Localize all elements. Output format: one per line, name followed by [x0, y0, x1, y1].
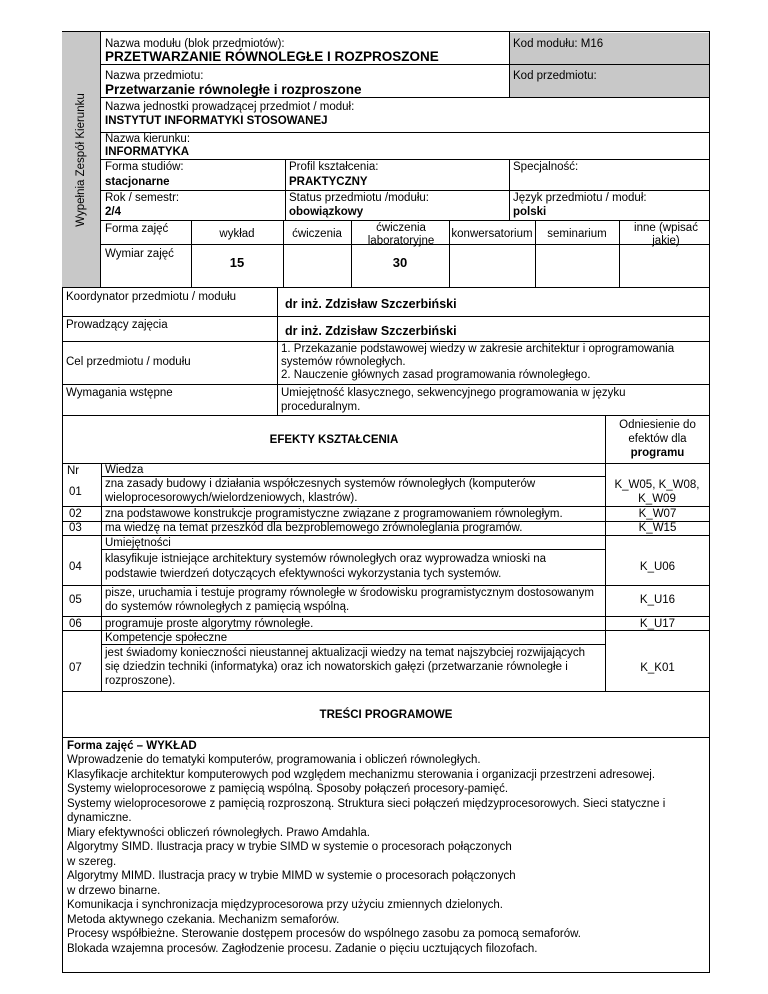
module-code: Kod modułu: M16: [513, 38, 604, 50]
coordinator-value: dr inż. Zdzisław Szczerbiński: [285, 297, 457, 311]
effect-05-line-1: pisze, uruchamia i testuje programy równoległe w środowisku programistycznym dostosowanym: [105, 587, 594, 599]
effect-nr-02: 02: [69, 508, 82, 520]
effect-01-ref: K_W05, K_W08, K_W09: [614, 479, 700, 505]
effects-section-knowledge: Wiedza: [105, 464, 144, 476]
sidebar-vertical-label: [62, 32, 101, 287]
unit-value: INSTYTUT INFORMATYKI STOSOWANEJ: [105, 115, 328, 127]
nr-header: Nr: [67, 465, 80, 477]
year-value: 2/4: [105, 206, 121, 218]
program-line: Algorytmy SIMD. Ilustracja pracy w trybie SIMD w systemie o procesorach połączonych: [67, 841, 512, 853]
class-type-exercises: ćwiczenia: [292, 228, 342, 240]
hours-label: Wymiar zajęć: [105, 248, 174, 260]
effect-04-line-1: klasyfikuje istniejące architektury systemów równoległych oraz wyprowadza wnioski na: [105, 553, 547, 565]
classes-label: Forma zajęć: [105, 223, 169, 235]
class-type-seminar: seminarium: [547, 228, 607, 240]
class-type-conversation: konwersatorium: [451, 228, 533, 240]
goal-line-1: 1. Przekazanie podstawowej wiedzy w zakresie architektur i oprogramowania: [281, 343, 675, 355]
program-line: Systemy wieloprocesorowe z pamięcią rozproszoną. Struktura sieci połączeń międzyprocesorowych. Sieci statyczne i: [67, 798, 666, 810]
prereq-line-2: proceduralnym.: [281, 401, 361, 413]
effect-01-line-1: zna zasady budowy i działania współczesnych systemów równoległych (komputerów: [105, 478, 536, 490]
subject-code: Kod przedmiotu:: [513, 70, 597, 82]
program-line: Procesy współbieżne. Sterowanie dostępem procesów do wspólnego zasobu za pomocą semaforów.: [67, 928, 581, 940]
profile-value: PRAKTYCZNY: [289, 176, 368, 188]
effect-nr-05: 05: [69, 594, 82, 606]
program-line: Blokada wzajemna procesów. Zagłodzenie procesu. Zadanie o pięciu ucztujących filozofach.: [67, 943, 538, 955]
effect-04-ref: K_U06: [639, 561, 676, 573]
effect-01-line-2: wieloprocesorowych/wielordzeniowych, klastrów).: [105, 492, 358, 504]
program-title: TREŚCI PROGRAMOWE: [319, 709, 453, 721]
effect-07-line-3: rozproszone).: [105, 675, 176, 687]
class-type-lecture: wykład: [219, 228, 255, 240]
effect-02-line-1: zna podstawowe konstrukcje programistyczne związane z programowaniem równoległym.: [105, 508, 563, 520]
effect-06-line-1: programuje proste algorytmy równoległe.: [105, 618, 314, 630]
effect-nr-07: 07: [69, 662, 82, 674]
ref-header: [606, 418, 709, 460]
status-value: obowiązkowy: [289, 206, 364, 218]
effect-05-line-2: do systemów równoległych z pamięcią wspólną.: [105, 601, 350, 613]
spec-label: Specjalność:: [513, 161, 579, 173]
hours-lecture: 15: [229, 255, 245, 270]
subject-label: Nazwa przedmiotu:: [105, 70, 204, 82]
form-value: stacjonarne: [105, 176, 170, 188]
class-type-other: inne (wpisać jakie): [634, 222, 698, 247]
program-line: dynamiczne.: [67, 812, 132, 824]
ref-header-line-1: Odniesienie do: [619, 419, 696, 431]
effect-07-line-1: jest świadomy konieczności nieustannej aktualizacji wiedzy na temat najszybciej rozwijających: [105, 647, 586, 659]
program-line: Algorytmy MIMD. Ilustracja pracy w trybie MIMD w systemie o procesorach połączonych: [67, 870, 516, 882]
ref-header-line-2: efektów dla: [628, 433, 687, 445]
effect-nr-04: 04: [69, 561, 82, 573]
lang-value: polski: [513, 206, 547, 218]
prereq-line-1: Umiejętność klasycznego, sekwencyjnego programowania w języku: [281, 387, 626, 399]
effects-title: EFEKTY KSZTAŁCENIA: [269, 434, 399, 446]
program-line: Komunikacja i synchronizacja międzyprocesorowa przy użyciu zmiennych dzielonych.: [67, 899, 503, 911]
program-line: Klasyfikacje architektur komputerowych pod względem mechanizmu sterowania i organizacji przestrzeni adresowej.: [67, 769, 656, 781]
effect-02-ref: K_W07: [638, 508, 677, 520]
syllabus-document: [62, 31, 710, 973]
lang-label: Język przedmiotu / moduł:: [513, 192, 647, 204]
effects-section-skills: Umiejętności: [105, 537, 171, 549]
goal-line-2: systemów równoległych.: [281, 356, 406, 368]
class-type-lab: ćwiczenia laboratoryjne: [367, 222, 435, 247]
profile-label: Profil kształcenia:: [289, 161, 379, 173]
effect-nr-06: 06: [69, 618, 82, 630]
program-line: w szereg.: [67, 856, 117, 868]
sidebar-label-text: Wypełnia Zespół Kierunku: [75, 92, 87, 227]
teacher-value: dr inż. Zdzisław Szczerbiński: [285, 324, 457, 338]
program-line: Wprowadzenie do tematyki komputerów, programowania i obliczeń równoległych.: [67, 754, 481, 766]
subject-value: Przetwarzanie równoległe i rozproszone: [105, 82, 362, 97]
field-label: Nazwa kierunku:: [105, 133, 191, 145]
effect-06-ref: K_U17: [639, 618, 676, 630]
goal-label: Cel przedmiotu / modułu: [66, 356, 191, 368]
ref-header-line-3: programu: [630, 447, 685, 459]
module-label: Nazwa modułu (blok przedmiotów):: [105, 38, 285, 50]
hours-lab: 30: [392, 255, 408, 270]
program-form-heading: Forma zajęć – WYKŁAD: [67, 740, 197, 752]
program-line: w drzewo binarne.: [67, 885, 161, 897]
status-label: Status przedmiotu /modułu:: [289, 192, 429, 204]
year-label: Rok / semestr:: [105, 192, 180, 204]
effect-07-ref: K_K01: [640, 662, 675, 674]
effects-section-social: Kompetencje społeczne: [105, 632, 228, 644]
effect-nr-03: 03: [69, 522, 82, 534]
effect-nr-01: 01: [69, 486, 82, 498]
effect-07-line-2: się dziedzin techniki (informatyka) oraz ich nowatorskich gałęzi (przetwarzanie równoległe i: [105, 661, 568, 673]
program-line: Miary efektywności obliczeń równoległych. Prawo Amdahla.: [67, 827, 370, 839]
effect-05-ref: K_U16: [639, 594, 676, 606]
effect-03-ref: K_W15: [638, 522, 677, 534]
coordinator-label: Koordynator przedmiotu / modułu: [66, 291, 237, 303]
effect-03-line-1: ma wiedzę na temat przeszkód dla bezproblemowego zrównoleglania programów.: [105, 522, 523, 534]
goal-line-3: 2. Nauczenie głównych zasad programowania równoległego.: [281, 369, 591, 381]
field-value: INFORMATYKA: [105, 146, 190, 158]
teacher-label: Prowadzący zajęcia: [66, 319, 168, 331]
prereq-label: Wymagania wstępne: [66, 387, 173, 399]
program-line: Systemy wieloprocesorowe z pamięcią wspólną. Sposoby połączeń procesory-pamięć.: [67, 783, 509, 795]
unit-label: Nazwa jednostki prowadzącej przedmiot / moduł:: [105, 101, 355, 113]
effect-04-line-2: podstawie twierdzeń dotyczących efektywności wykorzystania tych systemów.: [105, 568, 502, 580]
form-label: Forma studiów:: [105, 161, 184, 173]
module-value: PRZETWARZANIE RÓWNOLEGŁE I ROZPROSZONE: [105, 49, 439, 64]
program-line: Metoda aktywnego czekania. Mechanizm semaforów.: [67, 914, 340, 926]
